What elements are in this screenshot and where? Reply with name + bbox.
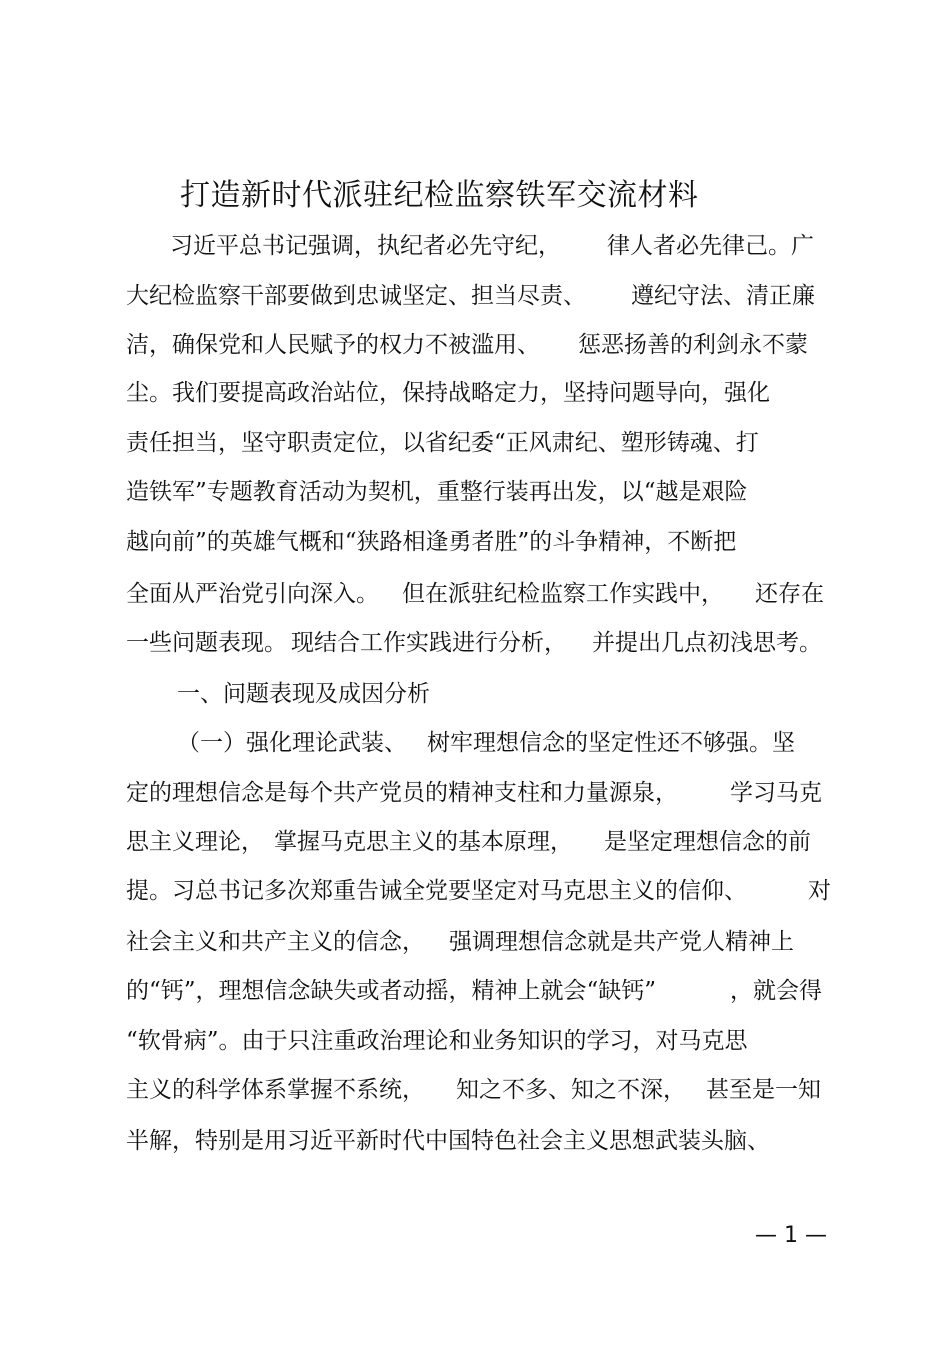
text-segment: 主义的科学体系掌握不系统， [126,1077,425,1103]
text-segment: 并提出几点初浅思考。 [592,630,822,656]
text-segment: 还存在 [755,581,824,607]
text-segment: 造铁军”专题教育活动为契机，重整行装再出发，以“越是艰险 [126,479,748,505]
text-segment: 洁，确保党和人民赋予的权力不被滥用、 [126,332,540,358]
page-number: — 1 — [755,1223,827,1248]
text-segment: 责任担当，坚守职责定位，以省纪委“正风肃纪、塑形铸魂、打 [126,430,759,456]
text-segment: 律人者必先律己。广 [607,233,814,259]
text-segment: 强调理想信念就是共产党人精神上 [449,929,794,955]
text-segment: 全面从严治党引向深入。 [126,581,379,607]
document-title: 打造新时代派驻纪检监察铁军交流材料 [180,178,699,213]
text-segment: ，就会得 [730,978,822,1004]
text-segment: 是坚定理想信念的前 [604,829,811,855]
text-segment: 甚至是一知 [706,1077,821,1103]
text-segment: 一、问题表现及成因分析 [177,681,430,707]
text-segment: 对 [808,878,831,904]
text-segment: 提。习总书记多次郑重告诫全党要坚定对马克思主义的信仰、 [126,878,747,904]
text-segment: 半解，特别是用习近平新时代中国特色社会主义思想武装头脑、 [126,1128,770,1154]
text-segment: 的“钙”，理想信念缺失或者动摇，精神上就会“缺钙” [126,978,657,1004]
text-segment: 树牢理想信念的坚定性还不够强。坚 [427,730,795,756]
text-segment: 大纪检监察干部要做到忠诚坚定、担当尽责、 [126,283,586,309]
text-segment: 思主义理论， [126,829,264,855]
text-segment: 学习马克 [730,780,822,806]
text-segment: 习近平总书记强调，执纪者必先守纪， [170,233,561,259]
text-segment: 遵纪守法、清正廉 [631,283,815,309]
text-segment: 尘。我们要提高政治站位，保持战略定力，坚持问题导向，强化 [126,380,770,406]
text-segment: 掌握马克思主义的基本原理， [274,829,573,855]
text-segment: 一些问题表现。 [126,630,287,656]
text-segment: 惩恶扬善的利剑永不蒙 [578,332,808,358]
text-segment: “软骨病”。由于只注重政治理论和业务知识的学习，对马克思 [126,1028,748,1054]
text-segment: （一）强化理论武装、 [177,730,407,756]
text-segment: 但在派驻纪检监察工作实践中， [402,581,724,607]
text-segment: 知之不多、知之不深， [456,1077,686,1103]
text-segment: 社会主义和共产主义的信念， [126,929,425,955]
text-segment: 越向前”的英雄气概和“狭路相逢勇者胜”的斗争精神，不断把 [126,529,737,555]
text-segment: 现结合工作实践进行分析， [291,630,567,656]
text-segment: 定的理想信念是每个共产党员的精神支柱和力量源泉， [126,780,678,806]
